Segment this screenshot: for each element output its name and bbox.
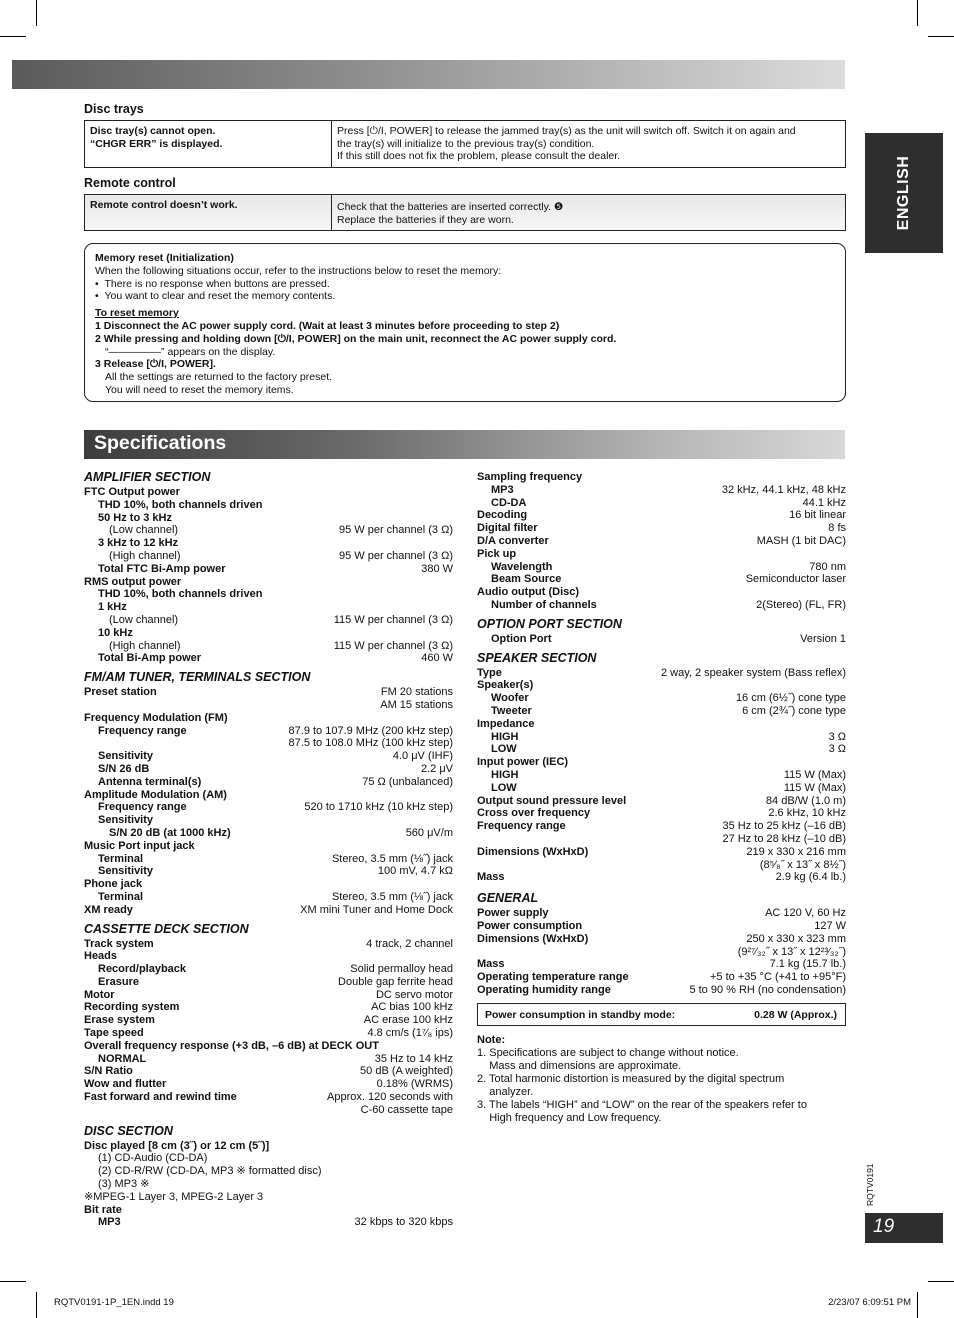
- spec-value: 95 W per channel (3 Ω): [339, 549, 453, 562]
- spec-row: [84, 486, 453, 499]
- spec-column-left: [84, 471, 453, 1229]
- spec-value: 2.9 kg (6.4 lb.): [775, 871, 846, 884]
- spec-label: XM ready: [84, 903, 133, 916]
- spec-label: D/A converter: [477, 534, 549, 547]
- standby-value: 0.28 W (Approx.): [754, 1009, 837, 1021]
- spec-label: Decoding: [477, 509, 528, 522]
- spec-value: Stereo, 3.5 mm (⅛˝) jack: [331, 852, 453, 865]
- spec-label: Sensitivity: [98, 750, 154, 763]
- spec-label: Option Port: [491, 632, 552, 645]
- spec-label: Sensitivity: [98, 814, 154, 827]
- footer-timestamp: 2/23/07 6:09:51 PM: [828, 1297, 911, 1308]
- spec-value: 16 cm (6½˝) cone type: [735, 692, 846, 705]
- spec-value: 84 dB/W (1.0 m): [765, 794, 846, 807]
- spec-row: [477, 705, 846, 718]
- spec-value: 520 to 1710 kHz (10 kHz step): [304, 801, 453, 814]
- spec-value: (9²⁷⁄₃₂˝ x 13˝ x 12²³⁄₃₂˝): [737, 945, 846, 958]
- memory-step-1: 1 Disconnect the AC power supply cord. (Wait at least 3 minutes before proceeding to step 2): [95, 319, 560, 332]
- spec-label: Sampling frequency: [477, 471, 583, 483]
- spec-row: [84, 725, 453, 738]
- spec-label: Frequency range: [98, 801, 187, 814]
- spec-row: [84, 827, 453, 840]
- note-line: 2. Total harmonic distortion is measured by the digital spectrum: [477, 1073, 785, 1085]
- spec-label: Tape speed: [84, 1027, 144, 1040]
- spec-value: 75 Ω (unbalanced): [362, 775, 453, 788]
- spec-label: NORMAL: [98, 1052, 147, 1065]
- spec-value: 8 fs: [828, 522, 846, 535]
- spec-row: [477, 859, 846, 872]
- spec-value: DC servo motor: [375, 988, 453, 1001]
- spec-label: Motor: [84, 988, 115, 1001]
- spec-value: 780 nm: [809, 560, 846, 573]
- spec-label: Sensitivity: [98, 865, 154, 878]
- page-number-tab: [865, 1213, 943, 1243]
- spec-row: [84, 652, 453, 665]
- spec-value: 87.5 to 108.0 MHz (100 kHz step): [288, 737, 453, 750]
- spec-value: Stereo, 3.5 mm (⅛˝) jack: [331, 890, 453, 903]
- spec-value: AC erase 100 kHz: [363, 1014, 453, 1027]
- memory-step-2: 2 While pressing and holding down [⏻/I, POWER] on the main unit, reconnect the AC power supply cord.: [95, 332, 617, 345]
- spec-label: Erase system: [84, 1014, 155, 1027]
- spec-row: [84, 750, 453, 763]
- spec-row: [84, 499, 453, 512]
- spec-value: 27 Hz to 28 kHz (–10 dB): [722, 832, 846, 845]
- spec-label: Beam Source: [491, 573, 562, 586]
- spec-value: 87.9 to 107.9 MHz (200 kHz step): [288, 724, 453, 737]
- spec-row: [84, 976, 453, 989]
- spec-value: 32 kbps to 320 kbps: [354, 1216, 453, 1229]
- spec-label: ※MPEG-1 Layer 3, MPEG-2 Layer 3: [84, 1190, 264, 1203]
- spec-value: 100 mV, 4.7 kΩ: [377, 865, 453, 878]
- spec-label: Output sound pressure level: [477, 794, 627, 807]
- disc-trays-problem: Disc tray(s) cannot open. “CHGR ERR” is displayed.: [85, 121, 332, 168]
- spec-row: [477, 795, 846, 808]
- memory-bullet: • You want to clear and reset the memory contents.: [95, 290, 336, 303]
- spec-value: FM 20 stations: [380, 686, 453, 699]
- spec-label: Erasure: [98, 975, 139, 988]
- spec-value: 4.8 cm/s (1⁷⁄₈ ips): [367, 1027, 453, 1040]
- spec-value: 0.18% (WRMS): [376, 1078, 453, 1091]
- spec-row: [84, 1140, 453, 1153]
- spec-label: HIGH: [491, 730, 519, 743]
- memory-intro: When the following situations occur, refer to the instructions below to reset the memory:: [95, 264, 502, 277]
- spec-label: (High channel): [109, 639, 181, 652]
- spec-label: THD 10%, both channels driven: [98, 498, 263, 511]
- spec-label: Fast forward and rewind time: [84, 1091, 237, 1104]
- spec-value: 7.1 kg (15.7 lb.): [769, 958, 846, 971]
- crop-mark: [0, 36, 26, 37]
- standby-label: Power consumption in standby mode:: [485, 1009, 676, 1021]
- spec-row: [477, 743, 846, 756]
- spec-label: Operating humidity range: [477, 983, 611, 996]
- doc-code-label: RQTV0191: [865, 1163, 875, 1206]
- memory-step-2-note: “–––––––––” appears on the display.: [105, 345, 276, 358]
- spec-label: Power supply: [477, 907, 549, 920]
- spec-label: Bit rate: [84, 1203, 122, 1216]
- spec-row: [84, 1104, 453, 1117]
- disc-trays-table: [84, 120, 846, 168]
- spec-value: AC bias 100 kHz: [371, 1001, 453, 1014]
- crop-mark: [917, 1292, 918, 1318]
- footer-file: RQTV0191-1P_1EN.indd 19: [54, 1297, 174, 1308]
- spec-row: [477, 871, 846, 884]
- spec-row: [84, 865, 453, 878]
- spec-row: [84, 1091, 453, 1104]
- spec-row: [84, 1191, 453, 1204]
- memory-step-3: 3 Release [⏻/I, POWER].: [95, 358, 216, 371]
- spec-label: Mass: [477, 958, 505, 971]
- spec-section-heading: OPTION PORT SECTION: [477, 616, 622, 631]
- spec-value: C-60 cassette tape: [360, 1103, 453, 1116]
- spec-value: 95 W per channel (3 Ω): [339, 524, 453, 537]
- spec-row: [477, 692, 846, 705]
- spec-row: [477, 679, 846, 692]
- spec-value: 2.2 μV: [420, 762, 453, 775]
- spec-row: [477, 984, 846, 997]
- specifications-title: Specifications: [94, 432, 227, 454]
- spec-value: Double gap ferrite head: [338, 975, 453, 988]
- spec-row: [84, 627, 453, 640]
- note-line: analyzer.: [477, 1086, 534, 1098]
- spec-value: MASH (1 bit DAC): [756, 534, 846, 547]
- spec-row: [84, 588, 453, 601]
- spec-value: 219 x 330 x 216 mm: [746, 845, 846, 858]
- spec-label: Power consumption: [477, 919, 583, 932]
- spec-row: [84, 686, 453, 699]
- spec-row: [477, 509, 846, 522]
- spec-value: Solid permalloy head: [350, 963, 453, 976]
- spec-label: LOW: [491, 781, 517, 794]
- spec-label: Digital filter: [477, 522, 538, 535]
- spec-value: 2 way, 2 speaker system (Bass reflex): [660, 666, 846, 679]
- spec-value: 2.6 kHz, 10 kHz: [768, 807, 846, 820]
- spec-row: [477, 756, 846, 769]
- spec-label: Overall frequency response (+3 dB, –6 dB) at DECK OUT: [84, 1039, 379, 1052]
- spec-label: Impedance: [477, 717, 535, 730]
- spec-label: Pick up: [477, 547, 517, 560]
- spec-row: [84, 524, 453, 537]
- spec-row: [84, 640, 453, 653]
- spec-row: [477, 586, 846, 599]
- spec-row: [477, 718, 846, 731]
- spec-label: 1 kHz: [98, 601, 127, 614]
- spec-row: [84, 601, 453, 614]
- spec-label: Wow and flutter: [84, 1078, 167, 1091]
- spec-row: [84, 789, 453, 802]
- spec-label: Frequency range: [477, 820, 566, 833]
- spec-label: Amplitude Modulation (AM): [84, 788, 227, 801]
- spec-row: [84, 512, 453, 525]
- spec-value: 460 W: [421, 652, 453, 665]
- spec-label: Operating temperature range: [477, 971, 629, 984]
- memory-reset-box: [84, 243, 846, 402]
- spec-value: 3 Ω: [828, 743, 846, 756]
- spec-row: [84, 1216, 453, 1229]
- spec-row: [84, 989, 453, 1002]
- spec-label: (3) MP3 ※: [98, 1178, 150, 1191]
- spec-label: THD 10%, both channels driven: [98, 588, 263, 601]
- spec-label: Frequency Modulation (FM): [84, 711, 228, 724]
- spec-label: Frequency range: [98, 724, 187, 737]
- spec-row: [477, 471, 846, 484]
- spec-value: 250 x 330 x 323 mm: [746, 932, 846, 945]
- spec-value: 6 cm (2¾˝) cone type: [742, 704, 846, 717]
- spec-row: [477, 497, 846, 510]
- spec-label: Total FTC Bi-Amp power: [98, 562, 226, 575]
- spec-value: 380 W: [421, 562, 453, 575]
- spec-row: [84, 712, 453, 725]
- spec-section-heading: AMPLIFIER SECTION: [84, 470, 211, 484]
- spec-row: [84, 699, 453, 712]
- spec-label: Cross over frequency: [477, 807, 591, 820]
- crop-mark: [36, 0, 37, 26]
- remote-solution: Check that the batteries are inserted correctly. ❺ Replace the batteries if they are worn.: [332, 195, 846, 231]
- header-gradient-bar: [12, 60, 845, 89]
- memory-step-3-line: All the settings are returned to the factory preset.: [105, 371, 333, 384]
- spec-row: [84, 853, 453, 866]
- memory-reset-title: Memory reset (Initialization): [95, 252, 234, 264]
- spec-label: Input power (IEC): [477, 756, 569, 769]
- spec-section-heading: GENERAL: [477, 891, 539, 906]
- spec-column-right: [477, 471, 846, 997]
- spec-label: LOW: [491, 743, 517, 756]
- memory-bullet: • There is no response when buttons are pressed.: [95, 277, 330, 290]
- spec-row: [477, 782, 846, 795]
- spec-label: Tweeter: [491, 704, 532, 717]
- disc-trays-heading: Disc trays: [84, 102, 144, 116]
- spec-label: 3 kHz to 12 kHz: [98, 537, 179, 550]
- spec-row: [477, 833, 846, 846]
- note-line: High frequency and Low frequency.: [477, 1112, 662, 1124]
- spec-row: [477, 599, 846, 612]
- spec-row: [477, 522, 846, 535]
- spec-label: Woofer: [491, 692, 529, 705]
- note-line: Mass and dimensions are approximate.: [477, 1060, 682, 1072]
- spec-value: (8⁵⁄₈˝ x 13˝ x 8½˝): [759, 858, 846, 871]
- spec-label: Record/playback: [98, 963, 187, 976]
- spec-row: [477, 958, 846, 971]
- spec-label: Mass: [477, 871, 505, 884]
- spec-row: [84, 563, 453, 576]
- spec-label: Number of channels: [491, 598, 597, 611]
- spec-row: [477, 846, 846, 859]
- spec-label: Audio output (Disc): [477, 586, 580, 599]
- spec-section-heading: DISC SECTION: [84, 1123, 173, 1138]
- spec-row: [84, 763, 453, 776]
- spec-row: [477, 633, 846, 646]
- spec-row: [477, 561, 846, 574]
- spec-row: [84, 891, 453, 904]
- spec-label: FTC Output power: [84, 486, 180, 498]
- spec-row: [84, 1065, 453, 1078]
- spec-value: 115 W per channel (3 Ω): [333, 639, 453, 652]
- spec-label: (Low channel): [109, 613, 179, 626]
- spec-label: Heads: [84, 950, 118, 963]
- spec-value: 4 track, 2 channel: [366, 937, 453, 950]
- spec-label: Recording system: [84, 1001, 180, 1014]
- notes-title: Note:: [477, 1034, 506, 1046]
- spec-row: [84, 776, 453, 789]
- spec-row: [477, 731, 846, 744]
- spec-label: Type: [477, 666, 502, 679]
- spec-row: [477, 484, 846, 497]
- crop-mark: [917, 0, 918, 26]
- crop-mark: [36, 1292, 37, 1318]
- spec-label: MP3: [491, 483, 514, 496]
- disc-trays-solution: Press [⏻/I, POWER] to release the jammed tray(s) as the unit will switch off. Switch it on again and the tray(s) will initialize to the previous tray(s) condition. If this still does not fix the problem, please consult the dealer.: [332, 121, 846, 168]
- standby-power-box: [477, 1003, 846, 1026]
- note-line: 1. Specifications are subject to change without notice.: [477, 1047, 739, 1059]
- spec-row: [477, 535, 846, 548]
- spec-value: 50 dB (A weighted): [360, 1065, 453, 1078]
- spec-label: 50 Hz to 3 kHz: [98, 511, 172, 524]
- remote-table: [84, 194, 846, 231]
- spec-row: [84, 614, 453, 627]
- spec-row: [84, 878, 453, 891]
- crop-mark: [928, 36, 954, 37]
- spec-section-heading: FM/AM TUNER, TERMINALS SECTION: [84, 670, 311, 685]
- spec-value: XM mini Tuner and Home Dock: [300, 903, 453, 916]
- memory-step-3-line: You will need to reset the memory items.: [105, 383, 294, 396]
- spec-value: 44.1 kHz: [802, 496, 846, 509]
- spec-label: Music Port input jack: [84, 839, 195, 852]
- spec-value: 127 W: [814, 919, 846, 932]
- spec-row: [477, 907, 846, 920]
- crop-mark: [0, 1281, 26, 1282]
- spec-row: [477, 920, 846, 933]
- spec-value: AC 120 V, 60 Hz: [765, 907, 846, 920]
- spec-label: S/N 26 dB: [98, 762, 150, 775]
- spec-label: Dimensions (WxHxD): [477, 845, 589, 858]
- notes: [477, 1034, 846, 1125]
- note-line: 3. The labels “HIGH” and “LOW” on the rear of the speakers refer to: [477, 1099, 807, 1111]
- spec-row: [84, 550, 453, 563]
- spec-value: 115 W (Max): [783, 768, 846, 781]
- spec-label: (1) CD-Audio (CD-DA): [98, 1152, 208, 1165]
- spec-label: Antenna terminal(s): [98, 775, 202, 788]
- spec-row: [84, 1078, 453, 1091]
- spec-value: AM 15 stations: [380, 698, 453, 711]
- spec-label: RMS output power: [84, 575, 182, 588]
- spec-value: Version 1: [800, 632, 846, 645]
- remote-problem: Remote control doesn’t work.: [85, 195, 332, 231]
- spec-value: 35 Hz to 25 kHz (–16 dB): [722, 820, 846, 833]
- spec-label: Phone jack: [84, 878, 143, 891]
- spec-row: [84, 1152, 453, 1165]
- spec-label: Preset station: [84, 686, 157, 699]
- spec-value: 32 kHz, 44.1 kHz, 48 kHz: [721, 483, 846, 496]
- spec-row: [84, 1027, 453, 1040]
- spec-value: Semiconductor laser: [745, 573, 846, 586]
- spec-label: (Low channel): [109, 524, 179, 537]
- spec-value: Approx. 120 seconds with: [327, 1091, 453, 1104]
- specifications-header: [84, 430, 845, 459]
- spec-value: 3 Ω: [828, 730, 846, 743]
- spec-row: [84, 737, 453, 750]
- memory-subhead: To reset memory: [95, 307, 179, 320]
- spec-value: 4.0 μV (IHF): [392, 750, 453, 763]
- spec-row: [84, 814, 453, 827]
- spec-label: Terminal: [98, 890, 144, 903]
- spec-section-heading: SPEAKER SECTION: [477, 650, 597, 665]
- spec-label: HIGH: [491, 768, 519, 781]
- spec-value: 5 to 90 % RH (no condensation): [689, 983, 846, 996]
- remote-heading: Remote control: [84, 176, 176, 190]
- spec-row: [84, 904, 453, 917]
- crop-mark: [928, 1281, 954, 1282]
- spec-value: 115 W per channel (3 Ω): [333, 613, 453, 626]
- spec-label: Terminal: [98, 852, 144, 865]
- spec-row: [477, 667, 846, 680]
- spec-row: [84, 840, 453, 853]
- spec-row: [84, 801, 453, 814]
- spec-row: [477, 933, 846, 946]
- spec-row: [477, 971, 846, 984]
- spec-row: [84, 938, 453, 951]
- spec-value: +5 to +35 °C (+41 to +95°F): [710, 971, 846, 984]
- page-number: 19: [873, 1216, 895, 1237]
- spec-label: 10 kHz: [98, 626, 133, 639]
- spec-label: MP3: [98, 1216, 121, 1229]
- language-tab-label: ENGLISH: [895, 155, 912, 231]
- spec-row: [84, 1014, 453, 1027]
- language-tab: [865, 133, 943, 253]
- spec-section-heading: CASSETTE DECK SECTION: [84, 921, 249, 936]
- spec-row: [477, 946, 846, 959]
- spec-label: (High channel): [109, 549, 181, 562]
- spec-row: [477, 769, 846, 782]
- spec-row: [84, 1204, 453, 1217]
- spec-label: Total Bi-Amp power: [98, 652, 202, 665]
- spec-label: Track system: [84, 937, 154, 950]
- spec-label: Speaker(s): [477, 679, 534, 692]
- spec-row: [84, 1178, 453, 1191]
- spec-row: [477, 820, 846, 833]
- spec-label: Wavelength: [491, 560, 553, 573]
- spec-row: [84, 1001, 453, 1014]
- spec-label: CD-DA: [491, 496, 527, 509]
- spec-value: 115 W (Max): [783, 781, 846, 794]
- spec-label: Dimensions (WxHxD): [477, 932, 589, 945]
- spec-row: [477, 573, 846, 586]
- spec-label: (2) CD-R/RW (CD-DA, MP3 ※ formatted disc): [98, 1165, 322, 1178]
- spec-value: 560 μV/m: [405, 826, 453, 839]
- spec-row: [477, 807, 846, 820]
- spec-row: [84, 1040, 453, 1053]
- spec-value: 35 Hz to 14 kHz: [374, 1052, 453, 1065]
- spec-label: Disc played [8 cm (3˝) or 12 cm (5˝)]: [84, 1139, 270, 1152]
- spec-row: [84, 576, 453, 589]
- spec-row: [84, 950, 453, 963]
- spec-row: [84, 537, 453, 550]
- spec-row: [477, 548, 846, 561]
- spec-row: [84, 1053, 453, 1066]
- spec-value: 16 bit linear: [789, 509, 846, 522]
- spec-value: 2(Stereo) (FL, FR): [756, 598, 846, 611]
- spec-label: S/N 20 dB (at 1000 kHz): [109, 826, 231, 839]
- spec-row: [84, 1165, 453, 1178]
- spec-label: S/N Ratio: [84, 1065, 133, 1078]
- spec-row: [84, 963, 453, 976]
